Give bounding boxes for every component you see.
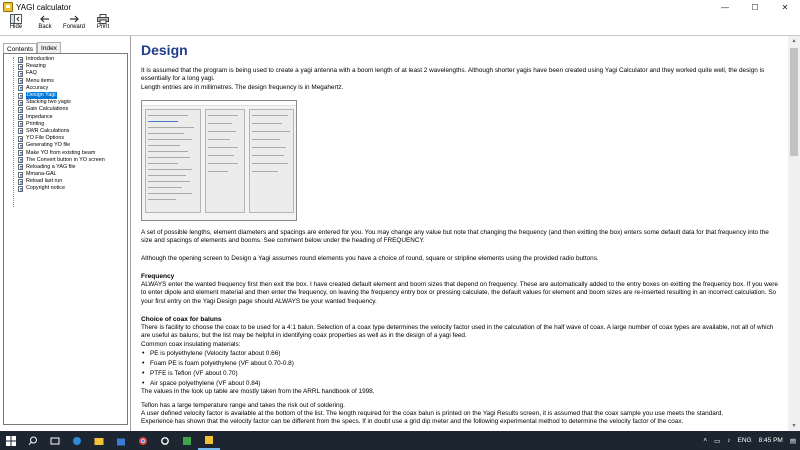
content-scrollbar[interactable] <box>788 36 800 431</box>
tab-contents[interactable]: Contents <box>3 43 37 54</box>
tree-item-label: Printing <box>26 120 45 127</box>
figure-left-panel <box>145 109 201 213</box>
maximize-button[interactable]: ☐ <box>751 2 759 12</box>
figure-text-line <box>252 139 280 140</box>
design-dialog-screenshot <box>141 100 297 221</box>
document-icon <box>18 85 23 91</box>
tree-item-label: Generating YO file <box>26 142 71 149</box>
store-icon[interactable] <box>110 431 132 450</box>
windows-start-icon[interactable] <box>0 431 22 450</box>
arrl-paragraph: The values in the look up table are mostly taken from the ARRL handbook of 1998. <box>141 388 375 395</box>
figure-text-line <box>148 115 188 116</box>
teflon-paragraph: Teflon has a large temperature range and takes the risk out of soldering. <box>141 402 345 409</box>
tree-item[interactable] <box>4 142 127 149</box>
window-title: YAGI calculator <box>16 2 71 12</box>
document-icon <box>18 164 23 170</box>
coax-materials-list <box>141 349 741 389</box>
network-icon[interactable]: ▭ <box>714 437 721 445</box>
scroll-down-arrow-icon[interactable]: ▼ <box>791 423 797 429</box>
figure-text-line <box>208 171 228 172</box>
tree-item[interactable] <box>4 135 127 142</box>
document-icon <box>18 78 23 84</box>
figure-text-line <box>148 127 194 128</box>
document-icon <box>18 143 23 149</box>
figure-middle-panel <box>205 109 245 213</box>
units-paragraph: Length entries are in millimetres. The design frequency is in Megahertz. <box>141 84 344 91</box>
common-coax-label: Common coax insulating materials: <box>141 341 241 348</box>
tree-item-label: Stacking two yagis <box>26 99 71 106</box>
figure-text-line <box>252 115 288 116</box>
document-icon <box>18 186 23 192</box>
figure-text-line <box>148 139 192 140</box>
help-toolbar <box>0 14 800 35</box>
tree-item[interactable] <box>4 178 127 185</box>
figure-text-line <box>208 147 238 148</box>
hide-label: Hide <box>9 24 23 30</box>
tree-item-label: Reload last run <box>26 178 63 185</box>
figure-text-line <box>148 163 178 164</box>
coax-heading: Choice of coax for baluns <box>141 316 222 323</box>
tree-item[interactable] <box>4 114 127 121</box>
system-tray <box>696 431 796 450</box>
windows-taskbar <box>0 431 800 450</box>
tree-item[interactable] <box>4 78 127 85</box>
hide-button[interactable] <box>4 14 28 31</box>
tree-item-label: The Convert button in YO screen <box>26 156 105 163</box>
figure-text-line <box>208 131 236 132</box>
chevron-up-icon[interactable]: ˄ <box>703 437 708 444</box>
list-item: • Foam PE is foam polyethylene (VF about 0.70-0.8) <box>141 359 741 369</box>
tree-item[interactable] <box>4 85 127 92</box>
close-button[interactable]: ✕ <box>781 2 789 12</box>
forward-button[interactable] <box>62 14 86 31</box>
figure-text-line <box>252 171 278 172</box>
figure-text-line <box>208 155 234 156</box>
velocity-paragraph: A user defined velocity factor is available at the bottom of the list. The length required for the coax balun is printed on the Yagi Results screen, it is assumed that the coax sample you use meets the standard. <box>141 410 724 417</box>
tree-item-label: Menu items <box>26 77 54 84</box>
clock[interactable]: 8:45 PM <box>758 437 783 444</box>
settings-icon[interactable] <box>154 431 176 450</box>
page-title: Design <box>141 42 188 58</box>
document-icon <box>18 150 23 156</box>
file-explorer-icon[interactable] <box>88 431 110 450</box>
document-icon <box>18 114 23 120</box>
figure-text-line <box>252 131 290 132</box>
defaults-paragraph: A set of possible lengths, element diameters and spacings are entered for you. You may change any value but note that changing the frequency (and then exitting the box) enters some default data for that frequency into the size and spacings of elements and booms. See comment below under the heading of FREQUENCY. <box>141 229 769 245</box>
scroll-thumb[interactable] <box>790 48 798 156</box>
figure-text-line <box>148 133 184 134</box>
document-icon <box>18 64 23 70</box>
document-icon <box>18 93 23 99</box>
back-label: Back <box>38 24 52 30</box>
document-icon <box>18 179 23 185</box>
frequency-heading: Frequency <box>141 273 175 280</box>
document-icon <box>18 157 23 163</box>
app-icon[interactable] <box>176 431 198 450</box>
minimize-button[interactable]: — <box>721 2 729 12</box>
title-bar <box>0 0 800 14</box>
tree-item-selected[interactable] <box>4 92 127 99</box>
help-icon[interactable] <box>198 431 220 450</box>
figure-text-line <box>208 123 232 124</box>
tree-item-label: YO File Options <box>26 135 65 142</box>
figure-text-line <box>148 157 190 158</box>
opening-screen-paragraph: Although the opening screen to Design a Yagi assumes round elements you have a choice of round, square or stripline elements using the provided radio buttons. <box>141 255 599 262</box>
tree-item-label: SWR Calculations <box>26 127 70 134</box>
language-indicator[interactable]: ENG <box>737 437 752 444</box>
tree-item-label: Introduction <box>26 56 55 63</box>
tree-item[interactable] <box>4 99 127 106</box>
document-icon <box>18 100 23 106</box>
notification-icon[interactable]: ▤ <box>789 437 796 445</box>
list-item: • PE is polyethylene (Velocity factor about 0.66) <box>141 349 741 359</box>
figure-text-line <box>148 199 176 200</box>
figure-text-line <box>208 163 238 164</box>
figure-text-line <box>148 187 182 188</box>
figure-text-line <box>148 169 192 170</box>
document-icon <box>18 107 23 113</box>
edge-icon[interactable] <box>66 431 88 450</box>
back-button[interactable] <box>33 14 57 31</box>
intro-paragraph: It is assumed that the program is being used to create a yagi antenna with a boom length of at least 2 wavelengths. Although shorter yagis have been created using Yagi Calculator and they worked quite well, the design is essentially for a long yagi. <box>141 67 765 83</box>
figure-title-bar <box>142 101 296 106</box>
volume-icon[interactable]: ♪ <box>727 437 731 444</box>
figure-text-line <box>252 155 284 156</box>
arrow-left-icon <box>39 14 51 24</box>
tree-item-label: Copyright notice <box>26 185 65 192</box>
scroll-up-arrow-icon[interactable]: ▲ <box>791 38 797 44</box>
list-item: • Air space polyethylene (VF about 0.84) <box>141 379 741 389</box>
chrome-icon[interactable] <box>132 431 154 450</box>
tree-item[interactable] <box>4 63 127 70</box>
arrow-right-icon <box>68 14 80 24</box>
figure-text-line <box>148 151 188 152</box>
navigation-pane <box>0 36 131 431</box>
tree-item[interactable] <box>4 164 127 171</box>
help-content <box>133 36 788 431</box>
tree-item-label: Mmana-GAL <box>26 171 57 178</box>
tree-item[interactable] <box>4 157 127 164</box>
tree-item[interactable] <box>4 128 127 135</box>
figure-text-line <box>148 145 180 146</box>
tree-item[interactable] <box>4 106 127 113</box>
coax-paragraph: There is facility to choose the coax to be used for a 4:1 balun. Selection of a coax type determines the velocity factor used in the calculation of the half wave of coax. A large number of coax types are available, not all of which are useful as baluns, but the list may be helpful in identifying coax properties as well as in the design of a yagi feed. <box>141 324 774 340</box>
frequency-paragraph: ALWAYS enter the wanted frequency first then exit the box. I have created default element and boom sizes that depend on frequency. These are automatically added to the entry boxes on exitting the frequency box. If you were to enter dipole and element material and then enter the frequency, on leaving the frequency entry box or pressing calculate, the default values for element and boom sizes are re-inserted resulting in an incorrect calculation. So your first entry on the Yagi Design page should ALWAYS be your wanted frequency. <box>141 281 778 305</box>
figure-text-line <box>148 121 178 122</box>
print-button[interactable] <box>91 14 115 31</box>
figure-text-line <box>252 123 282 124</box>
hide-icon <box>10 14 22 24</box>
contents-tree[interactable] <box>3 53 128 425</box>
forward-label: Forward <box>62 24 85 30</box>
nav-tabs <box>3 42 61 53</box>
tree-item[interactable] <box>4 149 127 156</box>
print-label: Print <box>96 24 110 30</box>
tree-item[interactable] <box>4 70 127 77</box>
search-icon[interactable] <box>22 431 44 450</box>
tree-item-label: Design Yagi <box>27 92 56 99</box>
tree-item[interactable] <box>4 185 127 192</box>
tab-index[interactable]: Index <box>37 42 61 53</box>
tree-item-label: Accuracy <box>26 84 49 91</box>
tree-item-label: FAQ <box>26 70 37 77</box>
document-icon <box>18 172 23 178</box>
tree-item[interactable] <box>4 171 127 178</box>
document-icon <box>18 121 23 127</box>
tree-item-label: Reloading a YAG file <box>26 163 76 170</box>
printer-icon <box>97 14 109 24</box>
figure-text-line <box>208 115 238 116</box>
tree-item-label: Impedance <box>26 113 53 120</box>
figure-text-line <box>252 163 288 164</box>
list-item: • PTFE is Teflon (VF about 0.70) <box>141 369 741 379</box>
document-icon <box>18 136 23 142</box>
yagi-app-icon <box>3 2 13 12</box>
window-controls <box>710 0 800 14</box>
tree-item-label: Reazing <box>26 63 46 70</box>
tree-item-label: Gain Calculations <box>26 106 69 113</box>
figure-text-line <box>208 139 230 140</box>
tree-item-label: Make YO from existing beam <box>26 149 96 156</box>
figure-text-line <box>252 147 286 148</box>
document-icon <box>18 128 23 134</box>
tree-item[interactable] <box>4 121 127 128</box>
figure-right-panel <box>249 109 294 213</box>
tree-item[interactable] <box>4 56 127 63</box>
figure-text-line <box>148 175 186 176</box>
velocity-experience-paragraph: Experience has shown that the velocity factor can be different from the specs. If in doubt use a grid dip meter and the following experimental method to determine the velocity factor of the coax. <box>141 418 684 425</box>
task-view-icon[interactable] <box>44 431 66 450</box>
document-icon <box>18 71 23 77</box>
figure-text-line <box>148 193 192 194</box>
figure-text-line <box>148 181 190 182</box>
document-icon <box>18 57 23 63</box>
